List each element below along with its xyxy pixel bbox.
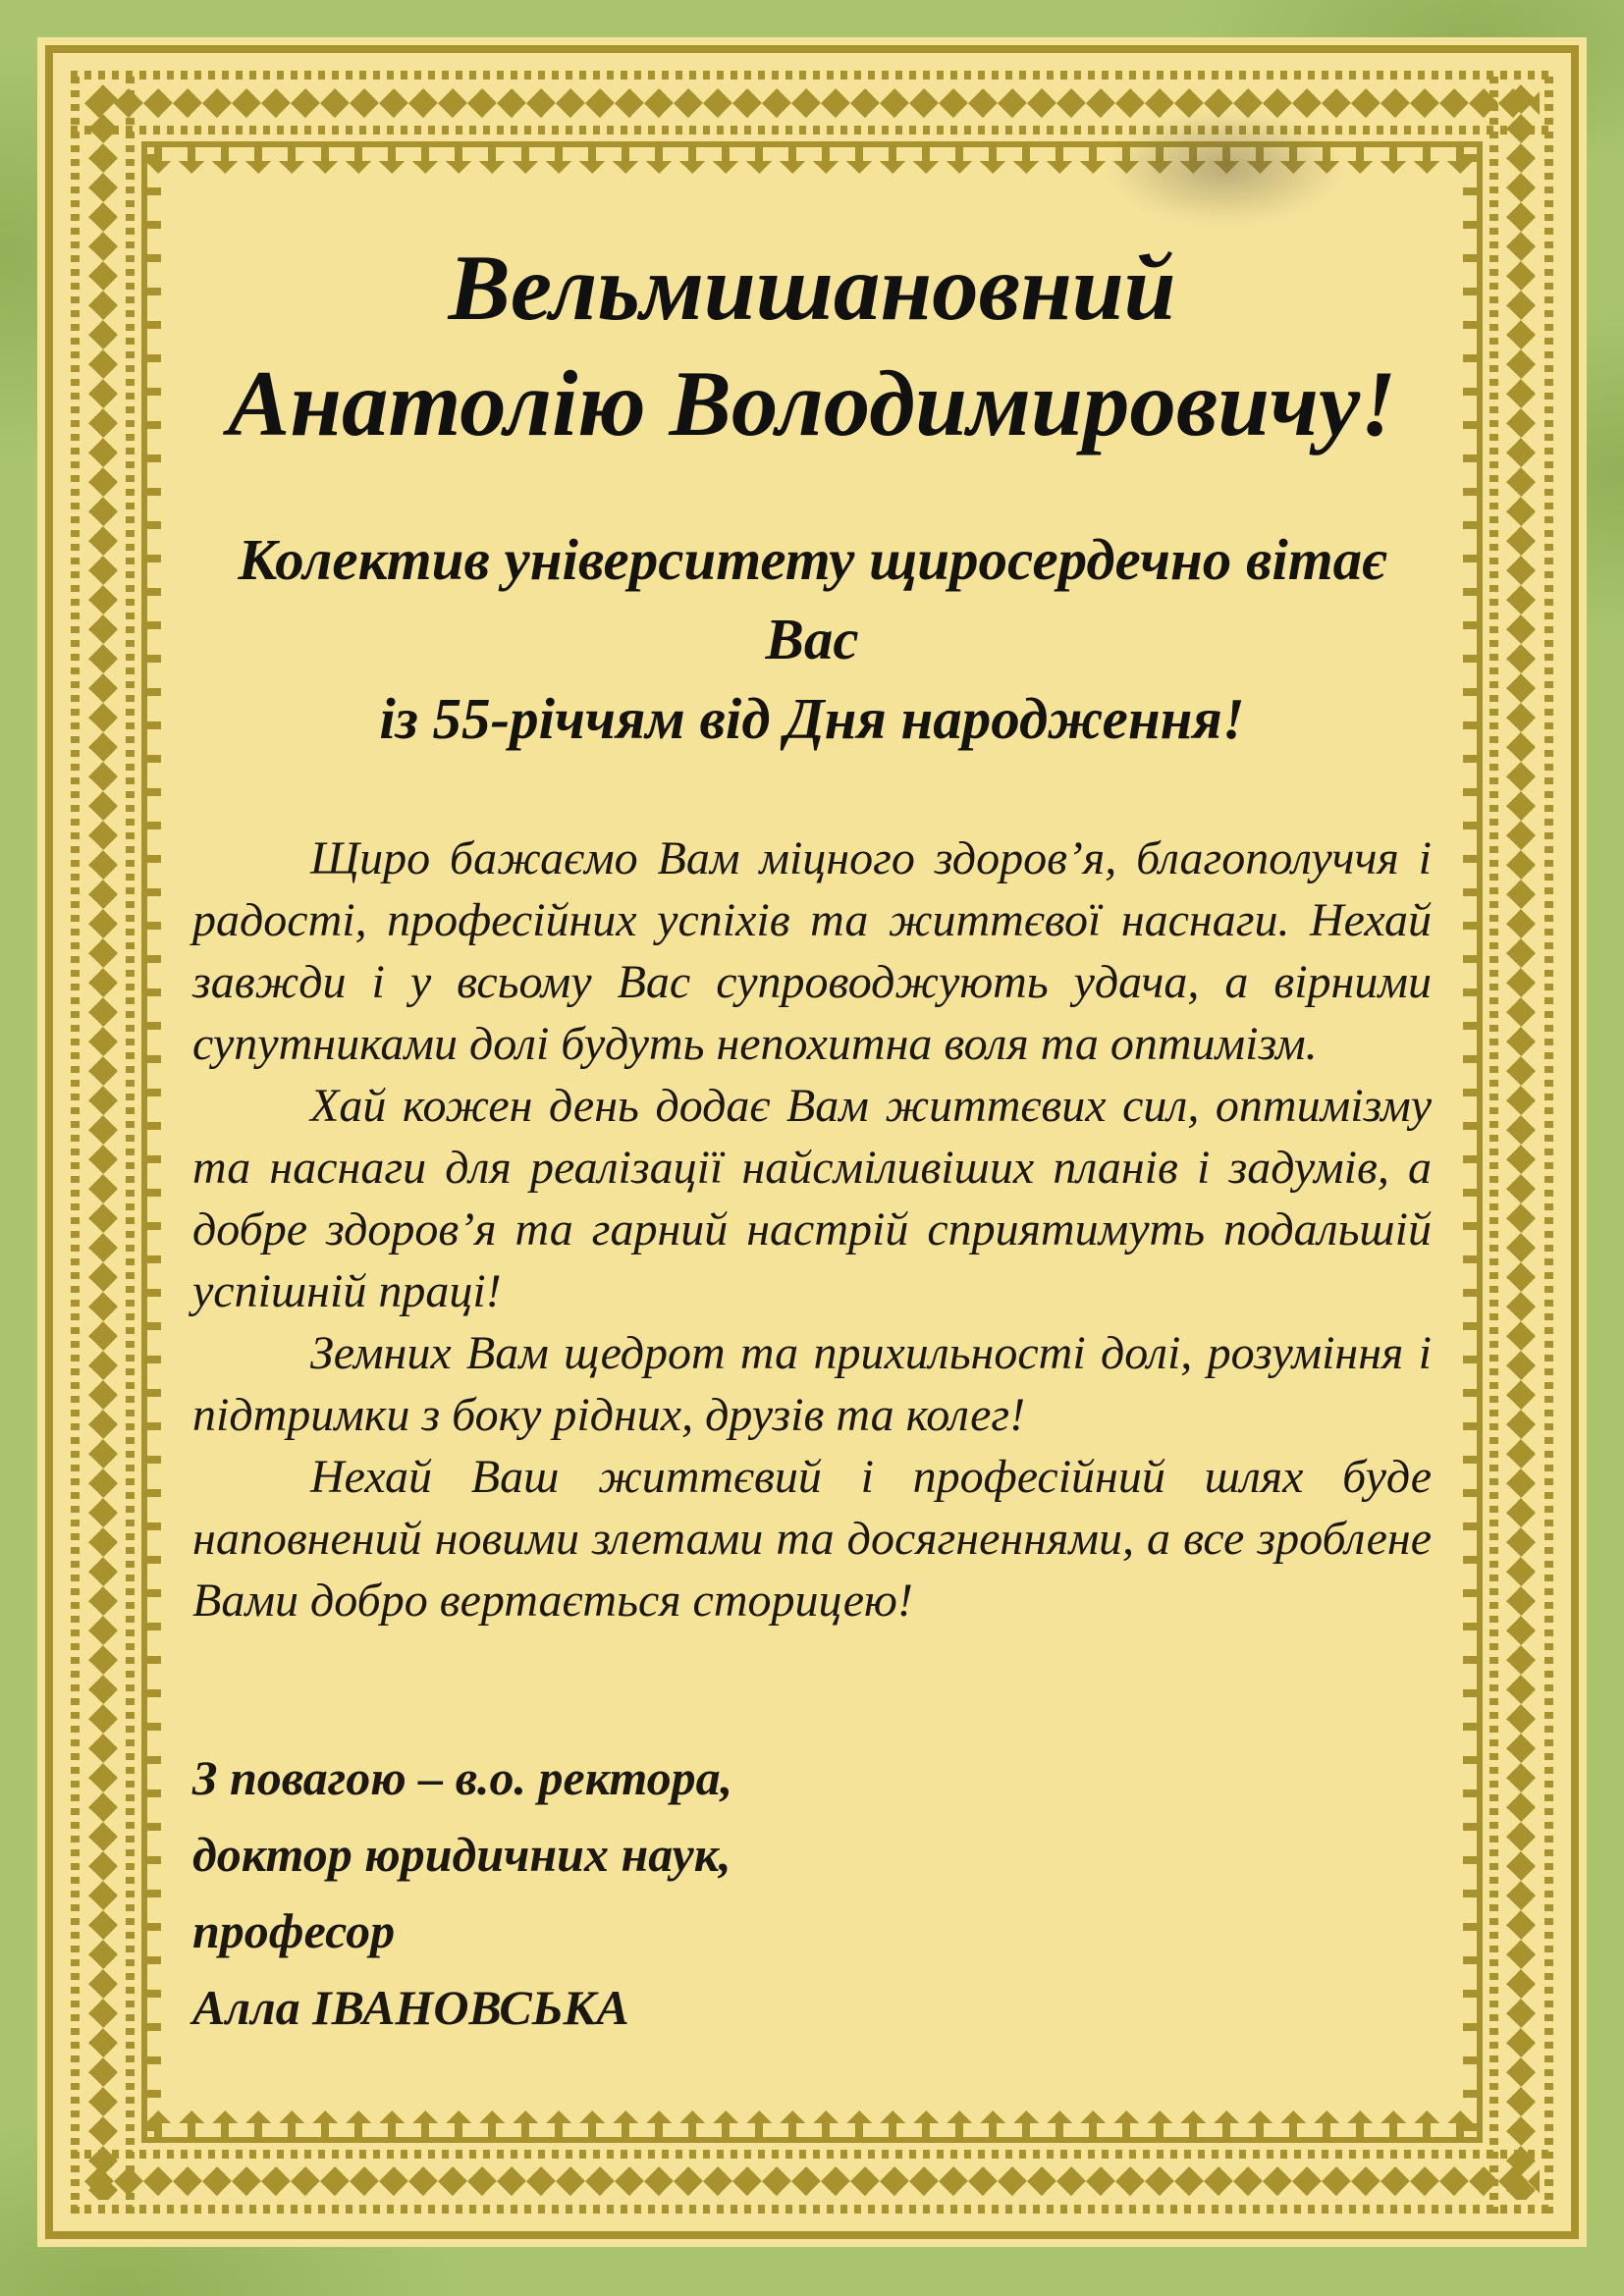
border-diamond-band-right <box>1506 84 1536 2200</box>
border-dotted-band-right-inner <box>1489 71 1498 2214</box>
body-paragraph-1: Щиро бажаємо Вам міцного здоров’я, благополуччя і радості, професійних успіхів та життєвої наснаги. Нехай завжди і у всьому Вас супроводжують удача, а вірними супутниками долі будуть непохитна воля та оптимізм. <box>192 832 1432 1070</box>
subtitle-line-1: Колектив університету щиросердечно вітає Вас <box>238 527 1386 671</box>
signature-line-3: професор <box>192 1903 396 1958</box>
signature-line-1: З повагою – в.о. ректора, <box>192 1750 733 1805</box>
border-diamond-band-bottom <box>84 2166 1540 2196</box>
greeting-content <box>192 194 1432 2100</box>
greeting-body <box>192 828 1432 1631</box>
border-fringe-right <box>1450 141 1483 2143</box>
border-dotted-band-left-outer <box>71 71 80 2214</box>
title-line-2: Анатолію Володимировичу! <box>227 351 1397 455</box>
border-dotted-band-top-outer <box>71 71 1553 80</box>
signature-line-4: Алла ІВАНОВСЬКА <box>192 1980 629 2035</box>
greeting-title <box>192 230 1432 461</box>
subtitle-line-2: із 55-річчям від Дня народження! <box>379 686 1245 751</box>
signature-line-2: доктор юридичних наук, <box>192 1827 731 1882</box>
border-fringe-bottom <box>141 2110 1483 2143</box>
body-paragraph-4: Нехай Ваш життєвий і професійний шлях буде наповнений новими злетами та досягненнями, а все зроблене Вами добро вертається сторицею! <box>192 1451 1432 1627</box>
border-diamond-band-left <box>88 84 118 2200</box>
greeting-subtitle <box>192 520 1432 759</box>
border-dotted-band-right-outer <box>1544 71 1553 2214</box>
body-paragraph-2: Хай кожен день додає Вам життєвих сил, оптимізму та наснаги для реалізації найсміливіших планів і задумів, а добре здоров’я та гарний настрій сприятимуть подальшій успішній праці! <box>192 1080 1432 1317</box>
signature-block <box>192 1739 1432 2046</box>
border-dotted-band-bottom-inner <box>71 2150 1553 2159</box>
body-paragraph-3: Земних Вам щедрот та прихильності долі, розуміння і підтримки з боку рідних, друзів та колег! <box>192 1327 1432 1441</box>
ornamental-frame <box>37 37 1587 2247</box>
border-dotted-band-left-inner <box>126 71 135 2214</box>
border-fringe-left <box>141 141 174 2143</box>
border-dotted-band-bottom-outer <box>71 2205 1553 2214</box>
title-line-1: Вельмишановний <box>448 236 1176 340</box>
